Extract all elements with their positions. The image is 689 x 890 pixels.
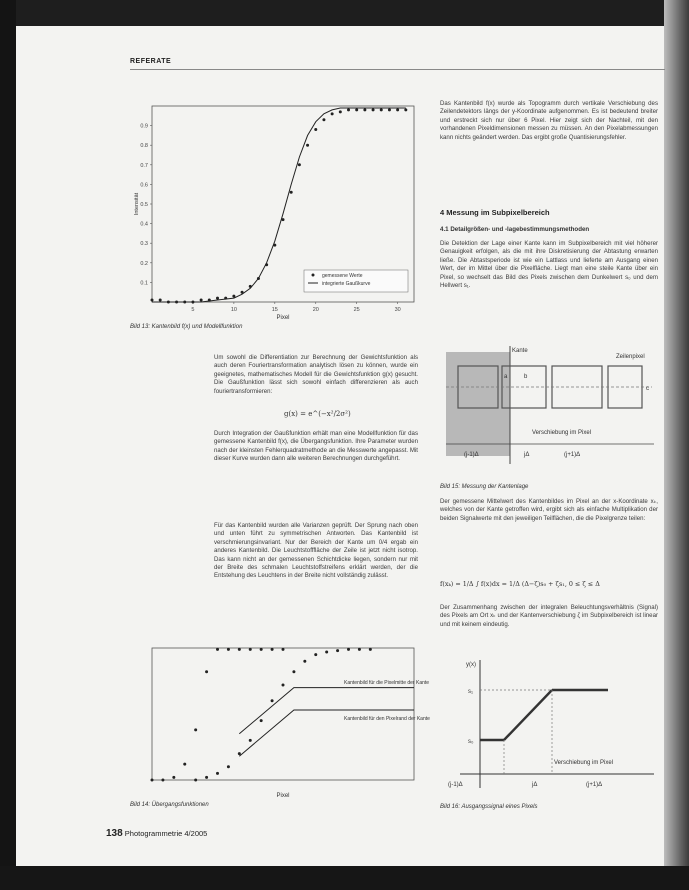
annotation-label: Kantenbild für den Pixelrand der Kante — [344, 716, 430, 722]
data-point — [331, 112, 334, 115]
right-paragraph-1: Das Kantenbild f(x) wurde als Topogramm durch vertikale Verschiebung des Zeilendetektors längs der y-Koordinate aufgenommen. Es ist bedeutend breiter und erstreckt sich nur über 6 Pixel. Hier zeigt sich der Nachteil, mit den vorhandenen Pixeldimensionen messen zu müssen. An den Pixelabmessungen kann nichts geändert werden. Das ergibt große Quantisierungsfehler. — [440, 100, 658, 141]
y-tick-label: 0.2 — [140, 260, 148, 267]
data-point — [200, 299, 203, 302]
plot-frame — [152, 648, 414, 780]
figure14-caption: Bild 14: Übergangsfunktionen — [130, 802, 209, 808]
data-point — [325, 650, 328, 653]
data-point — [404, 108, 407, 111]
data-point — [194, 779, 197, 782]
data-point — [314, 653, 317, 656]
label-shift: Verschiebung im Pixel — [532, 430, 592, 436]
data-point — [347, 648, 350, 651]
x-tick-label: 10 — [230, 307, 237, 313]
figure16-caption: Bild 16: Ausgangssignal eines Pixels — [440, 804, 538, 810]
series-line-2 — [239, 688, 414, 734]
formula-gauss: g(x) = e^(−x²/2σ²) — [284, 410, 351, 418]
scan-shadow-top — [0, 0, 689, 26]
figure15-diagram — [440, 344, 662, 476]
label-mid: jΔ — [532, 782, 538, 788]
label-left: (j-1)Δ — [448, 782, 463, 788]
data-point — [314, 128, 317, 131]
data-point — [290, 191, 293, 194]
page-footer — [106, 828, 207, 839]
data-point — [339, 110, 342, 113]
label-c: c — [646, 386, 649, 392]
section-header: REFERATE — [130, 58, 172, 65]
data-point — [194, 728, 197, 731]
data-point — [227, 765, 230, 768]
annotation-label: Kantenbild für die Pixelmitte der Kante — [344, 680, 430, 686]
data-point — [161, 779, 164, 782]
x-tick-label: 15 — [271, 307, 278, 313]
data-point — [282, 648, 285, 651]
book-spine — [664, 0, 689, 890]
left-paragraph-2: Durch Integration der Gaußfunktion erhält man eine Modellfunktion für das gemessene Kantenbild f(x), die Übergangsfunktion. Ihre Parameter wurden nach der kleinsten Fehlerquadratmethode an die Messwerte angepasst. Mit dieser Kurve wurden dann alle weiteren Berechnungen durchgeführt. — [214, 430, 418, 463]
data-point — [238, 648, 241, 651]
subsection-heading: 4.1 Detailgrößen- und -lagebestimmungsmethoden — [440, 226, 590, 233]
label-y: y(x) — [466, 662, 476, 668]
data-point — [205, 670, 208, 673]
data-point — [369, 648, 372, 651]
right-paragraph-4: Der Zusammenhang zwischen der integralen Beleuchtungsverhältnis (Signal) des Pixels am Ort xₖ und der Kantenverschiebung ζ im Subpixelbereich ist linear und mit keinem eindeutig. — [440, 604, 658, 628]
data-point — [347, 108, 350, 111]
header-rule — [130, 69, 665, 70]
data-point — [303, 660, 306, 663]
x-axis-label: Pixel — [276, 793, 290, 799]
page-number: 138 — [106, 828, 123, 839]
left-paragraph-1: Um sowohl die Differentiation zur Berechnung der Gewichtsfunktion als auch deren Fouriertransformation analytisch lösen zu können, wurde ein geeignetes, mathematisches Modell für die Gewichtsfunktion g(x) gesucht. Die Gaußfunktion lässt sich sowohl einfach differenzieren als auch fouriertransformieren: — [214, 354, 418, 395]
data-point — [358, 648, 361, 651]
figure15-caption: Bild 15: Messung der Kantenlage — [440, 484, 529, 490]
data-point — [260, 648, 263, 651]
figure13-caption: Bild 13: Kantenbild f(x) und Modellfunktion — [130, 324, 243, 330]
data-point — [355, 108, 358, 111]
data-point — [151, 299, 154, 302]
label-b: b — [524, 374, 528, 380]
data-point — [159, 299, 162, 302]
data-point — [183, 763, 186, 766]
data-point — [216, 772, 219, 775]
formula-mean: f(xₖ) = 1/Δ ∫ f(x)dx = 1/Δ (Δ−ζ)s₀ + ζs₁, 0 ≤ ζ ≤ Δ — [440, 580, 600, 588]
journal-name: Photogrammetrie 4/2005 — [124, 829, 208, 838]
right-paragraph-3: Der gemessene Mittelwert des Kantenbildes im Pixel an der x-Koordinate xₖ, welches von der Kante getroffen wird, ergibt sich als einfache Multiplikation der beiden Signalwerte mit den jeweiligen Teilflächen, die die Pixelgrenze teilen: — [440, 498, 658, 522]
dark-region — [446, 352, 510, 456]
label-a: a — [504, 374, 508, 380]
x-tick-label: 20 — [312, 307, 319, 313]
data-point — [271, 648, 274, 651]
data-point — [372, 108, 375, 111]
label-shift: Verschiebung im Pixel — [554, 760, 614, 766]
y-tick-label: 0.5 — [140, 202, 148, 208]
x-tick-label: 25 — [353, 307, 360, 313]
label-zeilenpixel: Zeilenpixel — [616, 354, 645, 360]
data-point — [205, 776, 208, 779]
ramp — [504, 690, 552, 740]
label-left: (j-1)Δ — [464, 452, 479, 458]
legend-label: gemessene Werte — [322, 273, 363, 279]
data-point — [380, 108, 383, 111]
data-point — [298, 163, 301, 166]
scan-shadow-bottom — [0, 866, 689, 890]
data-point — [396, 108, 399, 111]
data-point — [227, 648, 230, 651]
data-point — [151, 779, 154, 782]
label-s1: s₁ — [468, 689, 474, 695]
data-point — [363, 108, 366, 111]
label-s0: s₀ — [468, 739, 474, 745]
data-point — [292, 670, 295, 673]
x-tick-label: 5 — [191, 307, 195, 313]
data-point — [282, 683, 285, 686]
legend-label: integrierte Gaußkurve — [322, 281, 371, 287]
y-tick-label: 0.1 — [140, 280, 148, 287]
data-point — [388, 108, 391, 111]
y-tick-label: 0.7 — [140, 162, 148, 169]
data-point — [322, 118, 325, 121]
data-point — [216, 648, 219, 651]
y-tick-label: 0.4 — [140, 221, 148, 228]
figure14-chart — [130, 644, 430, 799]
y-tick-label: 0.8 — [140, 143, 148, 150]
left-paragraph-3: Für das Kantenbild wurden alle Varianzen geprüft. Der Sprung nach oben und unten führt zu symmetrischen Antworten. Das Kantenbild ist verschmierungsinvariant. Nur der Bereich der Kante um 0/4 ergab ein anderes Kantenbild. Die Leuchtstofffläche der Zeile ist jetzt nicht isotrop. Das kann nicht an der gemessenen Schichtdicke liegen, sondern nur mit der Breite des schmalen Leuchtstoffstreifens erklärt werden, der die Entstehung des Leuchtens in der Breite nicht vollständig zulässt. — [214, 522, 418, 580]
data-point — [249, 648, 252, 651]
data-point — [306, 144, 309, 147]
data-point — [216, 297, 219, 300]
label-right: (j+1)Δ — [564, 452, 581, 458]
data-point — [271, 699, 274, 702]
section-heading: 4 Messung im Subpixelbereich — [440, 208, 550, 217]
y-axis-label: Intensität — [134, 192, 140, 216]
y-tick-label: 0.3 — [140, 241, 148, 248]
data-point — [249, 739, 252, 742]
y-tick-label: 0.6 — [140, 182, 148, 189]
x-tick-label: 30 — [394, 307, 401, 313]
legend-swatch-point — [312, 274, 315, 277]
figure16-diagram — [440, 654, 662, 800]
label-kante: Kante — [512, 348, 528, 354]
figure13-chart — [130, 100, 420, 321]
y-tick-label: 0.9 — [140, 123, 148, 130]
data-point — [260, 719, 263, 722]
label-right: (j+1)Δ — [586, 782, 603, 788]
scan-shadow-left — [0, 0, 16, 890]
x-axis-label: Pixel — [276, 315, 290, 321]
right-paragraph-2: Die Detektion der Lage einer Kante kann im Subpixelbereich mit viel höherer Genauigkeit erfolgen, als die mit ihre Diskretisierung der Abtastung erwarten ließe. Die Abtastsperiode ist wie ein Lattlass und lieferte am Ausgang einen Wert, der im Mittel über die Pixelfläche. Liegt man eine steile Kante über ein Pixel, so wechselt das Bild des Pixels zwischen dem Dunkelwert s₀ und dem Hellwert s₁. — [440, 240, 658, 290]
label-mid: jΔ — [524, 452, 530, 458]
data-point — [172, 776, 175, 779]
data-point — [336, 649, 339, 652]
